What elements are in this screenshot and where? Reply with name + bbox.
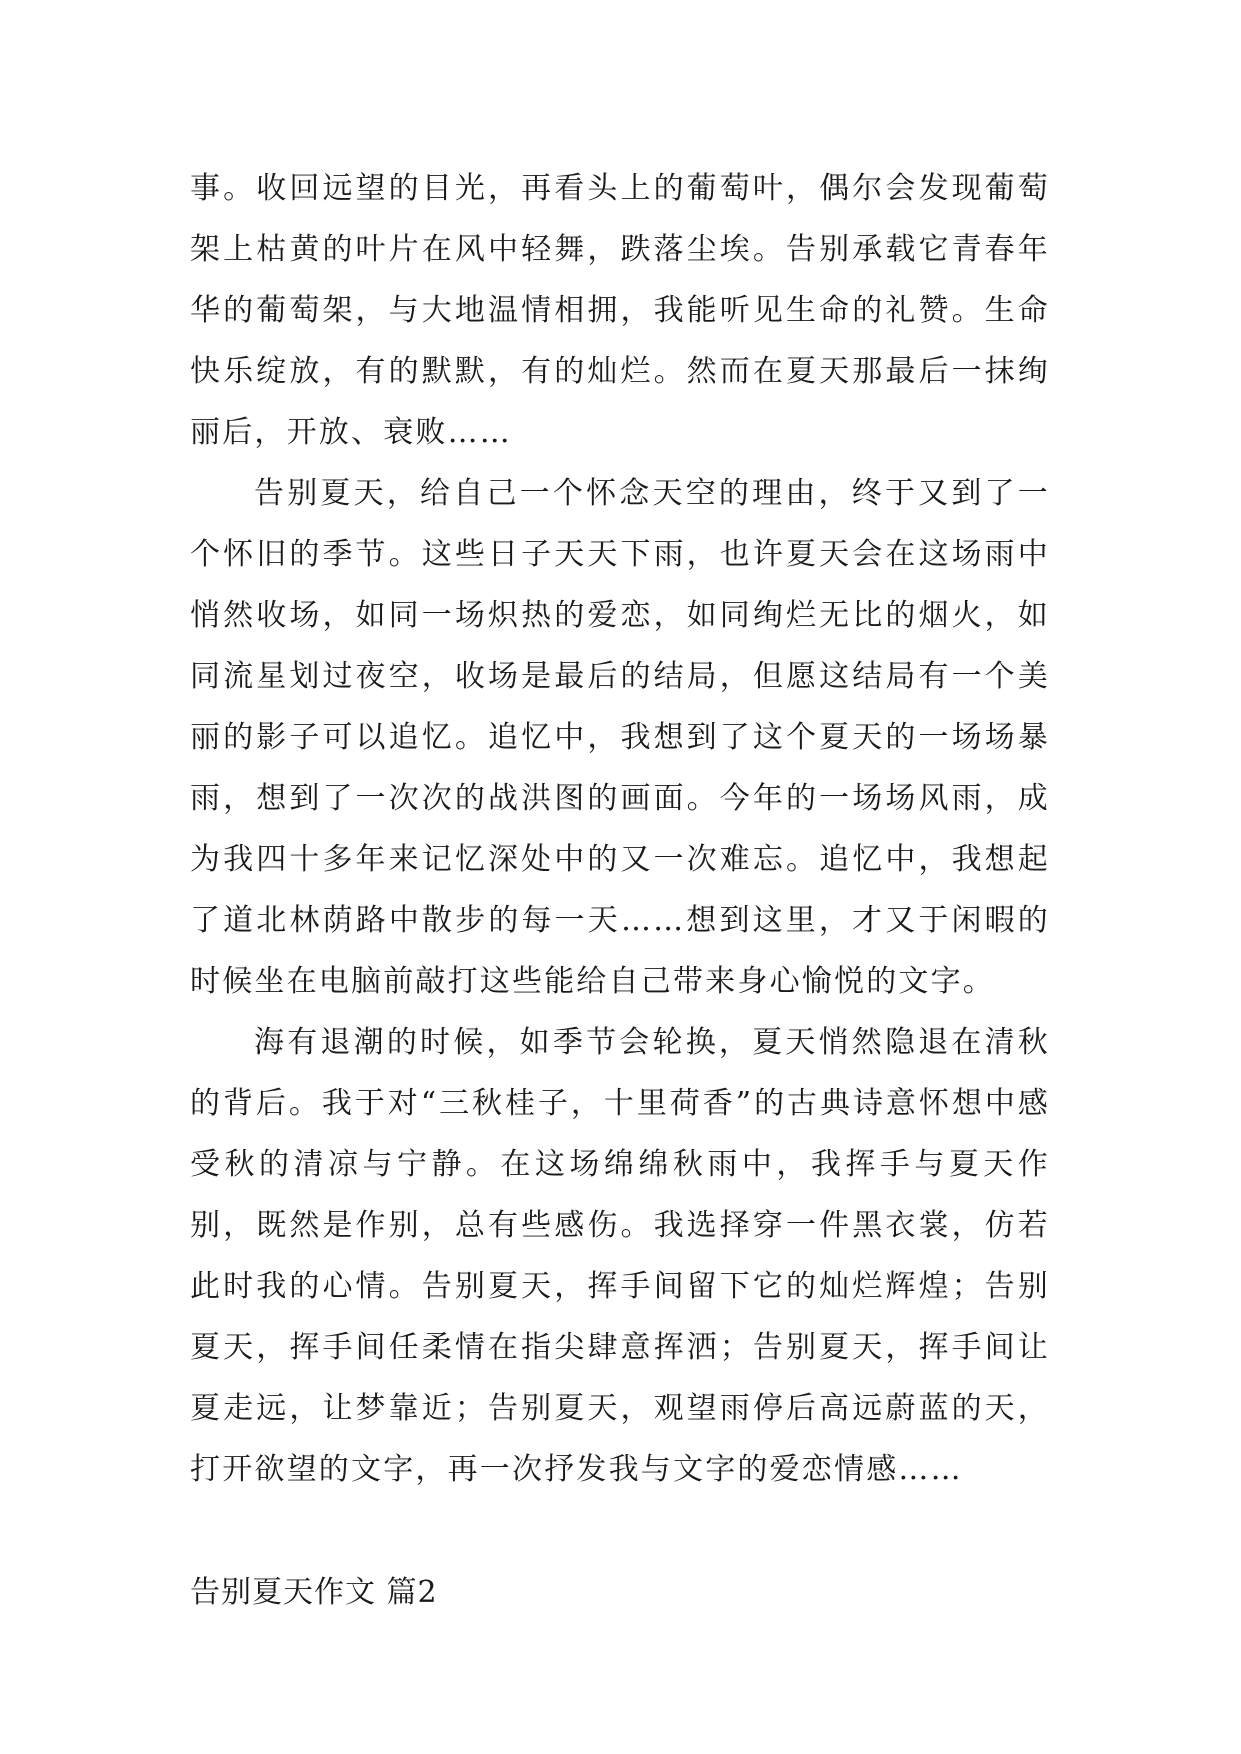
section-heading: 告别夏天作文 篇2 [190, 1575, 438, 1610]
paragraph-farewell-summer: 告别夏天，给自己一个怀念天空的理由，终于又到了一个怀旧的季节。这些日子天天下雨，也许夏天会在这场雨中悄然收场，如同一场炽热的爱恋，如同绚烂无比的烟火，如同流星划过夜空，收场是最后的结局，但愿这结局有一个美丽的影子可以追忆。追忆中，我想到了这个夏天的一场场暴雨，想到了一次次的战洪图的画面。今年的一场场风雨，成为我四十多年来记忆深处中的又一次难忘。追忆中，我想起了道北林荫路中散步的每一天……想到这里，才又于闲暇的时候坐在电脑前敲打这些能给自己带来身心愉悦的文字。 [190, 476, 1050, 999]
document-body [190, 158, 1050, 1623]
paragraph-continued: 事。收回远望的目光，再看头上的葡萄叶，偶尔会发现葡萄架上枯黄的叶片在风中轻舞，跌落尘埃。告别承载它青春年华的葡萄架，与大地温情相拥，我能听见生命的礼赞。生命快乐绽放，有的默默，有的灿烂。然而在夏天那最后一抹绚丽后，开放、衰败…… [190, 171, 1050, 450]
paragraph-autumn-tide: 海有退潮的时候，如季节会轮换，夏天悄然隐退在清秋的背后。我于对“三秋桂子，十里荷香”的古典诗意怀想中感受秋的清凉与宁静。在这场绵绵秋雨中，我挥手与夏天作别，既然是作别，总有些感伤。我选择穿一件黑衣裳，仿若此时我的心情。告别夏天，挥手间留下它的灿烂辉煌；告别夏天，挥手间任柔情在指尖肆意挥洒；告别夏天，挥手间让夏走远，让梦靠近；告别夏天，观望雨停后高远蔚蓝的天，打开欲望的文字，再一次抒发我与文字的爱恋情感…… [190, 1025, 1050, 1487]
